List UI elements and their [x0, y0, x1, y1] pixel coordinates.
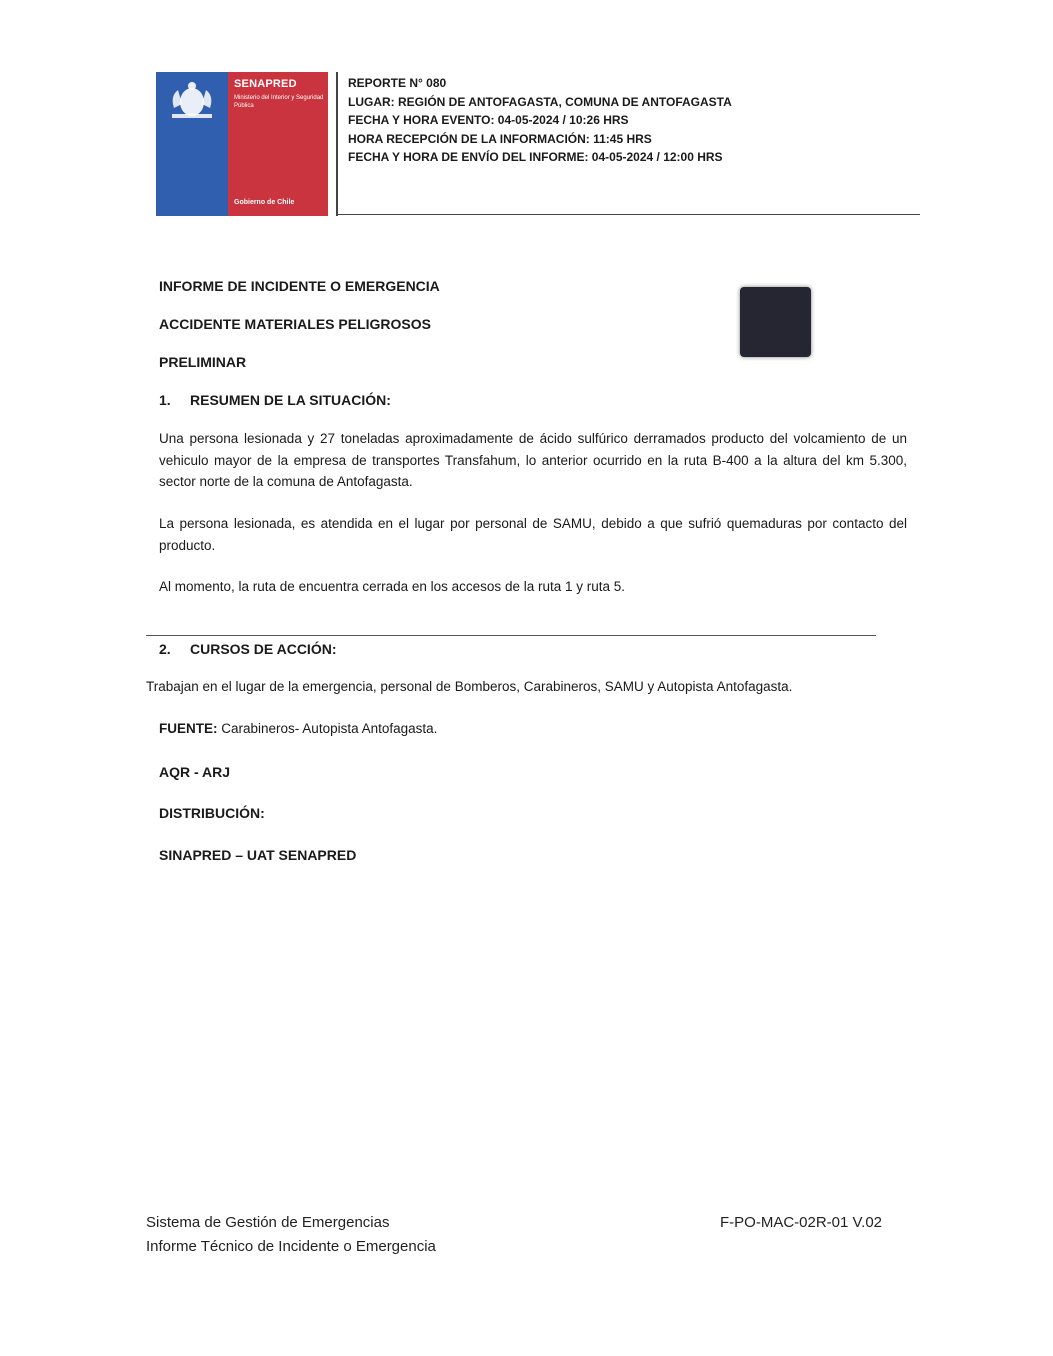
- section2-heading: CURSOS DE ACCIÓN:: [190, 641, 337, 657]
- section1-paragraph-2: La persona lesionada, es atendida en el lugar por personal de SAMU, debido a que sufrió quemaduras por contacto del producto.: [159, 516, 907, 553]
- section2-text: Trabajan en el lugar de la emergencia, personal de Bomberos, Carabineros, SAMU y Autopista Antofagasta.: [146, 679, 793, 694]
- logo-government: Gobierno de Chile: [234, 199, 295, 206]
- distribution-value: SINAPRED – UAT SENAPRED: [159, 847, 357, 863]
- report-status: PRELIMINAR: [159, 354, 247, 370]
- footer-system-name: Sistema de Gestión de Emergencias: [146, 1214, 390, 1231]
- section2-number: 2.: [159, 641, 171, 657]
- logo-blue-panel: [156, 72, 228, 216]
- source-line: [159, 721, 437, 736]
- header-event-datetime: FECHA Y HORA EVENTO: 04-05-2024 / 10:26 HRS: [348, 113, 629, 127]
- section1-heading: RESUMEN DE LA SITUACIÓN:: [190, 392, 391, 408]
- source-value: Carabineros- Autopista Antofagasta.: [221, 721, 438, 736]
- report-header: [348, 74, 732, 167]
- redacted-image: [740, 287, 811, 357]
- header-report-number: REPORTE N° 080: [348, 76, 447, 90]
- section1-paragraph-3: Al momento, la ruta de encuentra cerrada en los accesos de la ruta 1 y ruta 5.: [159, 579, 626, 594]
- section1-paragraph-1: Una persona lesionada y 27 toneladas aproximadamente de ácido sulfúrico derramados producto del volcamiento de un vehiculo mayor de la empresa de transportes Transfahum, lo anterior ocurrido en la ruta B-400 a la altura del km 5.300, sector norte de la comuna de Antofagasta.: [159, 431, 907, 489]
- distribution-label: DISTRIBUCIÓN:: [159, 805, 265, 821]
- footer-document-code: F-PO-MAC-02R-01 V.02: [720, 1214, 882, 1231]
- logo-subtitle: Ministerio del Interior y Seguridad Pública: [234, 95, 324, 109]
- coat-of-arms-icon: [166, 78, 218, 122]
- source-label: FUENTE:: [159, 721, 218, 736]
- header-divider-vertical: [336, 72, 338, 216]
- section-separator: [146, 635, 876, 636]
- report-title: INFORME DE INCIDENTE O EMERGENCIA: [159, 278, 440, 294]
- initials: AQR - ARJ: [159, 764, 231, 780]
- header-reception-time: HORA RECEPCIÓN DE LA INFORMACIÓN: 11:45 HRS: [348, 131, 652, 146]
- section1-number: 1.: [159, 392, 171, 408]
- footer-report-name: Informe Técnico de Incidente o Emergencia: [146, 1238, 436, 1255]
- header-divider-horizontal: [338, 214, 920, 215]
- report-type: ACCIDENTE MATERIALES PELIGROSOS: [159, 316, 431, 332]
- header-location: LUGAR: REGIÓN DE ANTOFAGASTA, COMUNA DE ANTOFAGASTA: [348, 94, 732, 109]
- senapred-logo: [156, 72, 328, 216]
- logo-brand: SENAPRED: [234, 78, 297, 90]
- header-send-datetime: FECHA Y HORA DE ENVÍO DEL INFORME: 04-05-2024 / 12:00 HRS: [348, 150, 723, 164]
